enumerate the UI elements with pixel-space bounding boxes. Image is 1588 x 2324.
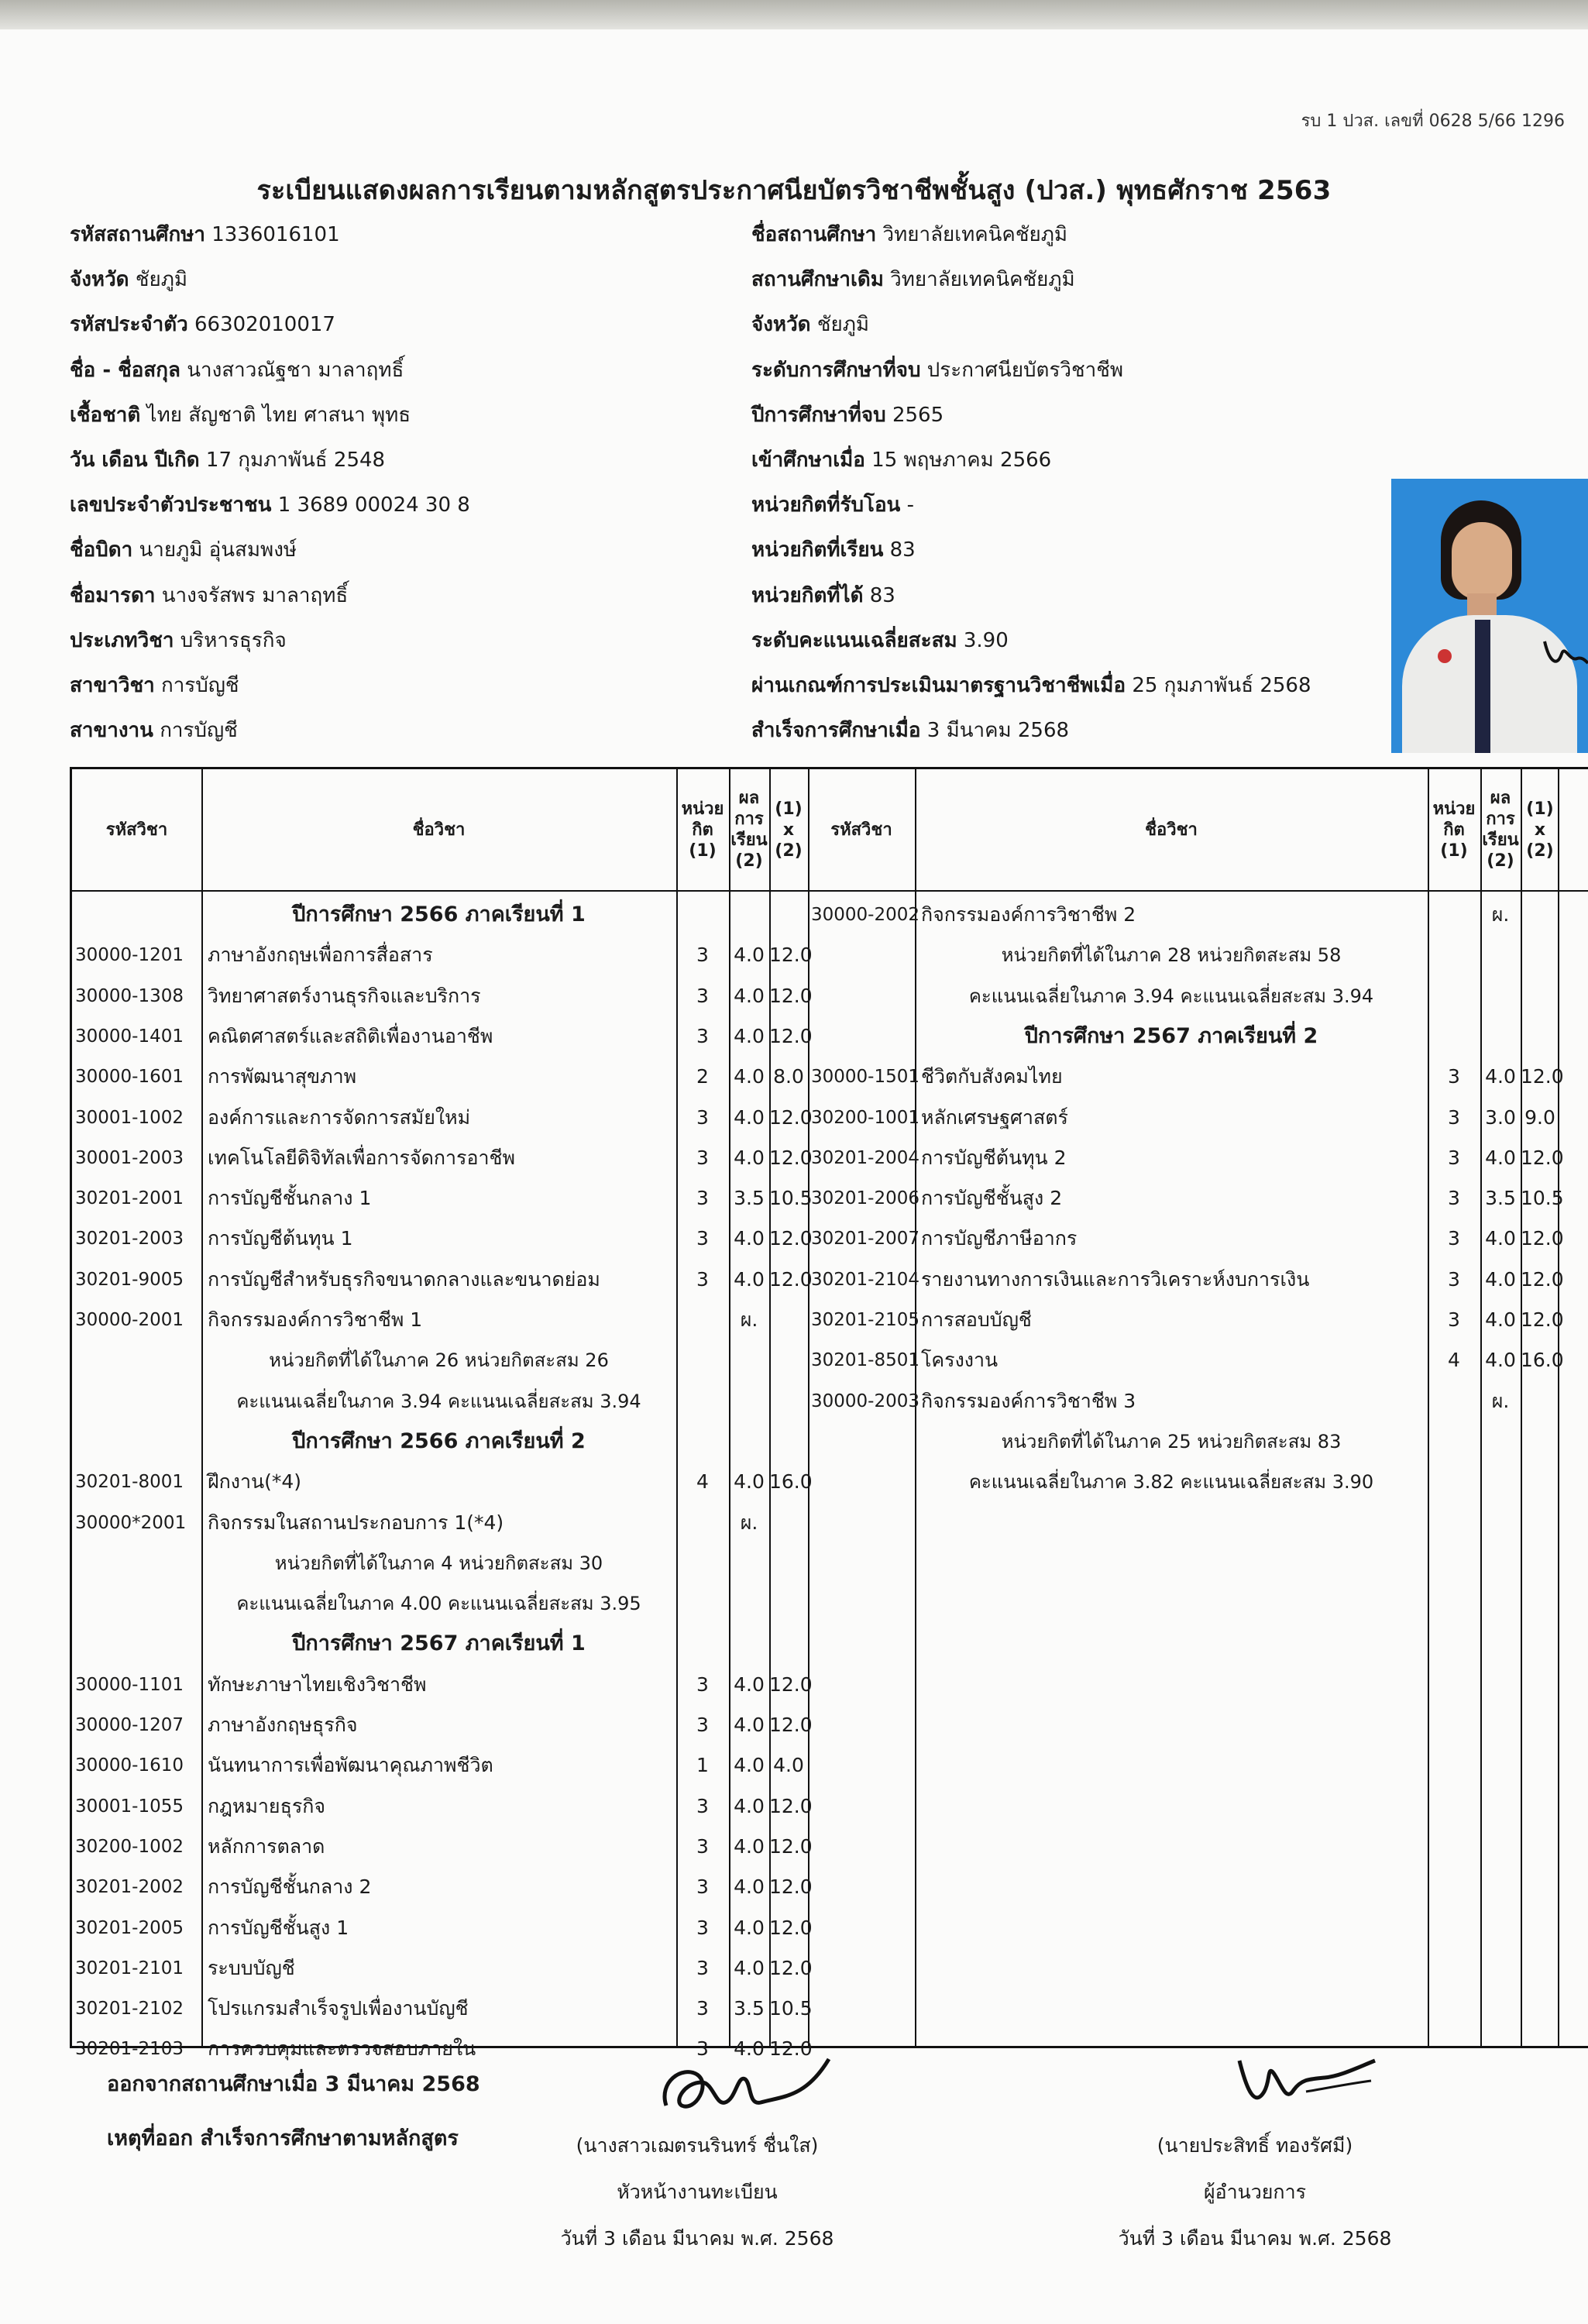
course-grade: 4.0 [1485, 1267, 1516, 1291]
course-credit: 3 [696, 1714, 709, 1736]
course-credit: 3 [696, 944, 709, 967]
student-info-right [751, 212, 1311, 753]
semester-heading: ปีการศึกษา 2566 ภาคเรียนที่ 1 [292, 902, 586, 927]
course-code: 30200-1002 [75, 1836, 184, 1857]
course-code: 30201-2101 [75, 1958, 184, 1978]
course-name: การบัญชีภาษีอากร [921, 1227, 1078, 1250]
info-row [751, 302, 1311, 347]
course-points: 12.0 [769, 1794, 813, 1817]
course-code: 30000-1207 [75, 1715, 184, 1735]
course-code: 30000-2003 [811, 1391, 919, 1411]
course-points: 12.0 [1521, 1227, 1564, 1250]
course-code: 30001-2003 [75, 1147, 184, 1168]
info-value: - [906, 493, 914, 517]
course-code: 30001-1055 [75, 1796, 184, 1817]
course-code: 30201-2002 [75, 1877, 184, 1898]
grades-table [70, 767, 1588, 2061]
course-code: 30201-2003 [75, 1229, 184, 1250]
course-points: 12.0 [769, 1956, 813, 1979]
info-label: สาขาวิชา [70, 673, 155, 697]
registrar-title: หัวหน้างานทะเบียน [617, 2181, 778, 2203]
info-label: ระดับการศึกษาที่จบ [751, 358, 921, 382]
semester-summary: หน่วยกิตที่ได้ในภาค 26 หน่วยกิตสะสม 26 [269, 1349, 609, 1372]
course-code: 30201-2005 [75, 1917, 184, 1938]
course-name: โครงงาน [921, 1349, 999, 1372]
course-points: 8.0 [773, 1065, 804, 1088]
info-row [70, 257, 470, 302]
course-credit: 3 [696, 1673, 709, 1696]
info-label: หน่วยกิตที่เรียน [751, 538, 884, 562]
course-grade: 4.0 [734, 1714, 765, 1736]
semester-summary: คะแนนเฉลี่ยในภาค 4.00 คะแนนเฉลี่ยสะสม 3.95 [236, 1593, 641, 1615]
course-code: 30201-2102 [75, 1999, 184, 2020]
info-label: จังหวัด [751, 313, 811, 337]
info-value: 15 พฤษภาคม 2566 [871, 448, 1052, 472]
course-name: การบัญชีชั้นสูง 1 [208, 1916, 349, 1939]
course-grade: ผ. [1491, 903, 1510, 926]
course-points: 12.0 [769, 1714, 813, 1736]
course-points: 12.0 [769, 1105, 813, 1129]
info-value: 1 3689 00024 30 8 [277, 493, 470, 517]
info-row [751, 438, 1311, 483]
course-name: หลักเศรษฐศาสตร์ [921, 1105, 1068, 1129]
info-value: วิทยาลัยเทคนิคชัยภูมิ [882, 223, 1067, 246]
info-label: รหัสสถานศึกษา [70, 223, 205, 246]
course-credit: 3 [696, 1916, 709, 1939]
info-row [751, 212, 1311, 257]
info-value: นางสาวณัฐชา มาลาฤทธิ์ [187, 358, 404, 382]
course-points: 4.0 [773, 1754, 804, 1777]
info-label: เข้าศึกษาเมื่อ [751, 448, 865, 472]
course-credit: 3 [1448, 1065, 1460, 1088]
info-row [751, 663, 1311, 708]
course-credit: 3 [696, 1875, 709, 1899]
student-photo [1391, 479, 1588, 753]
course-grade: 4.0 [734, 1267, 765, 1291]
course-points: 12.0 [1521, 1308, 1564, 1331]
course-points: 12.0 [769, 984, 813, 1007]
semester-summary: คะแนนเฉลี่ยในภาค 3.94 คะแนนเฉลี่ยสะสม 3.94 [236, 1390, 641, 1412]
course-grade: ผ. [1491, 1389, 1510, 1412]
info-value: นายภูมิ อุ่นสมพงษ์ [139, 538, 297, 562]
course-credit: 3 [696, 1024, 709, 1047]
scan-top-edge [0, 0, 1588, 31]
info-row [751, 528, 1311, 572]
course-credit: 3 [696, 1267, 709, 1291]
info-row [751, 708, 1311, 753]
header-code-left: รหัสวิชา [105, 820, 168, 840]
course-code: 30201-2004 [811, 1147, 919, 1168]
header-product-right: (1) x (2) [1526, 799, 1554, 861]
info-row [70, 663, 470, 708]
exit-reason: เหตุที่ออก สำเร็จการศึกษาตามหลักสูตร [107, 2126, 459, 2150]
info-label: ชื่อ - ชื่อสกุล [70, 358, 180, 382]
info-value: นางจรัสพร มาลาฤทธิ์ [161, 583, 349, 607]
course-grade: 4.0 [1485, 1308, 1516, 1331]
info-row [70, 212, 470, 257]
course-grade: 4.0 [734, 1105, 765, 1129]
course-points: 12.0 [769, 1227, 813, 1250]
course-grade: 4.0 [1485, 1065, 1516, 1088]
course-code: 30000-1501 [811, 1067, 919, 1088]
course-points: 12.0 [1521, 1267, 1564, 1291]
course-code: 30201-2007 [811, 1229, 919, 1250]
info-label: จังหวัด [70, 268, 129, 292]
course-grade: 3.5 [734, 1187, 765, 1210]
course-grade: 3.0 [1485, 1105, 1516, 1129]
course-grade: 4.0 [734, 1024, 765, 1047]
course-credit: 3 [696, 1834, 709, 1858]
course-name: วิทยาศาสตร์งานธุรกิจและบริการ [208, 984, 481, 1007]
course-points [1521, 895, 1559, 935]
info-label: รหัสประจำตัว [70, 313, 188, 337]
course-credit: 3 [1448, 1146, 1460, 1169]
info-row [70, 528, 470, 572]
course-name: กิจกรรมองค์การวิชาชีพ 2 [921, 903, 1136, 926]
course-grade: 4.0 [734, 2037, 765, 2061]
info-value: ประกาศนียบัตรวิชาชีพ [926, 358, 1124, 382]
document-number: รบ 1 ปวส. เลขที่ 0628 5/66 1296 [1301, 112, 1565, 131]
course-credit: 3 [696, 1146, 709, 1169]
course-credit: 3 [1448, 1105, 1460, 1129]
course-credit [676, 1300, 729, 1340]
course-points: 12.0 [769, 1146, 813, 1169]
course-grade: 4.0 [734, 944, 765, 967]
course-code: 30200-1001 [811, 1107, 919, 1128]
info-label: ผ่านเกณฑ์การประเมินมาตรฐานวิชาชีพเมื่อ [751, 673, 1126, 697]
info-value: การบัญชี [160, 719, 238, 743]
course-credit: 3 [696, 984, 709, 1007]
registrar-name: (นางสาวเฌตรนรินทร์ ชื่นใส) [576, 2134, 819, 2157]
header-name-left: ชื่อวิชา [412, 820, 466, 840]
info-label: ชื่อบิดา [70, 538, 133, 562]
semester-summary: หน่วยกิตที่ได้ในภาค 4 หน่วยกิตสะสม 30 [274, 1552, 603, 1574]
info-row [751, 257, 1311, 302]
student-info-left [70, 212, 470, 753]
course-code: 30201-8501 [811, 1350, 919, 1371]
director-signature [1216, 2045, 1387, 2123]
course-grade: 4.0 [734, 1065, 765, 1088]
info-value: 2565 [892, 403, 944, 427]
header-name-right: ชื่อวิชา [1145, 820, 1198, 840]
info-label: วัน เดือน ปีเกิด [70, 448, 200, 472]
registrar-block [480, 2123, 914, 2262]
course-code: 30001-1002 [75, 1107, 184, 1128]
info-row [751, 618, 1311, 663]
course-code: 30000-1101 [75, 1674, 184, 1695]
header-code-right: รหัสวิชา [830, 820, 892, 840]
course-name: หลักการตลาด [208, 1834, 325, 1858]
course-grade: 4.0 [734, 1470, 765, 1494]
course-points: 12.0 [769, 1267, 813, 1291]
course-credit [676, 1503, 729, 1543]
info-value: ไทย สัญชาติ ไทย ศาสนา พุทธ [146, 403, 411, 427]
course-grade: 4.0 [734, 1754, 765, 1777]
info-value: 3 มีนาคม 2568 [926, 719, 1070, 743]
course-grade: 4.0 [734, 1794, 765, 1817]
course-grade: 4.0 [734, 1956, 765, 1979]
course-points [1521, 1381, 1559, 1422]
course-credit: 3 [696, 1227, 709, 1250]
course-code: 30201-2001 [75, 1188, 184, 1209]
course-name: กฎหมายธุรกิจ [208, 1794, 326, 1817]
course-points: 12.0 [769, 1673, 813, 1696]
course-name: คณิตศาสตร์และสถิติเพื่องานอาชีพ [208, 1024, 493, 1047]
course-code: 30000-1401 [75, 1026, 184, 1047]
course-name: ชีวิตกับสังคมไทย [921, 1065, 1063, 1088]
info-value: การบัญชี [160, 673, 239, 697]
course-points: 12.0 [769, 1834, 813, 1858]
info-label: ชื่อมารดา [70, 583, 156, 607]
course-credit: 3 [1448, 1227, 1460, 1250]
course-name: นันทนาการเพื่อพัฒนาคุณภาพชีวิต [208, 1754, 493, 1777]
header-credit-right: หน่วย กิต (1) [1432, 799, 1476, 861]
course-name: การบัญชีชั้นกลาง 1 [208, 1187, 372, 1210]
info-row [751, 393, 1311, 438]
course-credit: 4 [696, 1470, 709, 1494]
header-product-left: (1) x (2) [775, 799, 803, 861]
course-grade: 4.0 [734, 984, 765, 1007]
course-points [769, 1503, 808, 1543]
header-grade-right: ผล การ เรียน (2) [1482, 789, 1519, 871]
info-label: เชื้อชาติ [70, 403, 141, 427]
info-row [70, 573, 470, 618]
director-title: ผู้อำนวยการ [1203, 2181, 1307, 2203]
info-value: 17 กุมภาพันธ์ 2548 [205, 448, 386, 472]
course-credit: 3 [696, 1105, 709, 1129]
course-points: 12.0 [1521, 1065, 1564, 1088]
course-credit: 3 [1448, 1187, 1460, 1210]
course-name: เทคโนโลยีดิจิทัลเพื่อการจัดการอาชีพ [208, 1146, 515, 1169]
info-value: ชัยภูมิ [135, 268, 187, 292]
photo-signature-mark [1538, 631, 1588, 677]
course-name: กิจกรรมในสถานประกอบการ 1(*4) [208, 1511, 504, 1534]
info-row [70, 618, 470, 663]
course-points: 9.0 [1524, 1105, 1555, 1129]
course-code: 30000-1201 [75, 945, 184, 966]
director-name: (นายประสิทธิ์ ทองรัศมี) [1157, 2134, 1353, 2157]
semester-summary: หน่วยกิตที่ได้ในภาค 25 หน่วยกิตสะสม 83 [1001, 1430, 1342, 1452]
course-points: 12.0 [1521, 1146, 1564, 1169]
info-row [751, 573, 1311, 618]
info-value: วิทยาลัยเทคนิคชัยภูมิ [890, 268, 1075, 292]
course-grade: 4.0 [1485, 1146, 1516, 1169]
course-code: 30000*2001 [75, 1512, 187, 1533]
course-name: การบัญชีชั้นสูง 2 [921, 1187, 1063, 1210]
info-value: 1336016101 [211, 223, 340, 246]
course-points: 10.5 [769, 1187, 813, 1210]
info-label: เลขประจำตัวประชาชน [70, 493, 272, 517]
course-grade: 4.0 [734, 1673, 765, 1696]
semester-summary: คะแนนเฉลี่ยในภาค 3.94 คะแนนเฉลี่ยสะสม 3.94 [968, 985, 1374, 1007]
course-name: การบัญชีต้นทุน 2 [921, 1146, 1067, 1169]
course-name: การบัญชีต้นทุน 1 [208, 1227, 353, 1250]
info-row [70, 438, 470, 483]
header-grade-left: ผล การ เรียน (2) [730, 789, 768, 871]
course-code: 30201-2105 [811, 1310, 919, 1330]
info-value: 83 [889, 538, 916, 562]
course-code: 30201-2103 [75, 2039, 184, 2060]
course-grade: 4.0 [734, 1146, 765, 1169]
course-code: 30000-2002 [811, 905, 919, 925]
info-label: ระดับคะแนนเฉลี่ยสะสม [751, 628, 957, 652]
course-code: 30000-1308 [75, 985, 184, 1006]
course-points: 12.0 [769, 2037, 813, 2061]
course-grade: 4.0 [734, 1875, 765, 1899]
info-row [751, 483, 1311, 528]
course-name: การควบคุมและตรวจสอบภายใน [208, 2037, 476, 2061]
course-code: 30201-8001 [75, 1472, 184, 1493]
semester-heading: ปีการศึกษา 2567 ภาคเรียนที่ 1 [292, 1631, 586, 1656]
course-points: 10.5 [1521, 1187, 1564, 1210]
course-name: โปรแกรมสำเร็จรูปเพื่องานบัญชี [208, 1997, 469, 2020]
info-value: 25 กุมภาพันธ์ 2568 [1132, 673, 1311, 697]
course-grade: 4.0 [734, 1916, 765, 1939]
info-row [70, 348, 470, 393]
director-date: วันที่ 3 เดือน มีนาคม พ.ศ. 2568 [1118, 2227, 1392, 2250]
course-points [769, 1300, 808, 1340]
semester-heading: ปีการศึกษา 2566 ภาคเรียนที่ 2 [292, 1428, 586, 1453]
course-grade: 3.5 [734, 1997, 765, 2020]
course-code: 30201-9005 [75, 1269, 184, 1290]
course-name: กิจกรรมองค์การวิชาชีพ 1 [208, 1308, 423, 1331]
course-points: 10.5 [769, 1997, 813, 2020]
course-credit: 3 [1448, 1267, 1460, 1291]
course-credit [1428, 895, 1480, 935]
course-credit: 2 [696, 1065, 709, 1088]
course-grade: 4.0 [734, 1834, 765, 1858]
info-value: 3.90 [963, 628, 1009, 652]
course-grade: 4.0 [734, 1227, 765, 1250]
course-credit: 3 [1448, 1308, 1460, 1331]
course-points: 12.0 [769, 944, 813, 967]
registrar-date: วันที่ 3 เดือน มีนาคม พ.ศ. 2568 [560, 2227, 834, 2250]
semester-summary: คะแนนเฉลี่ยในภาค 3.82 คะแนนเฉลี่ยสะสม 3.90 [968, 1471, 1374, 1494]
course-credit: 3 [696, 1997, 709, 2020]
course-name: ระบบบัญชี [208, 1956, 295, 1979]
course-grade: ผ. [740, 1511, 758, 1534]
info-row [70, 708, 470, 753]
course-name: ภาษาอังกฤษเพื่อการสื่อสาร [208, 944, 433, 967]
course-name: กิจกรรมองค์การวิชาชีพ 3 [921, 1389, 1136, 1412]
course-name: ฝึกงาน(*4) [208, 1470, 302, 1494]
info-label: ประเภทวิชา [70, 628, 174, 652]
course-credit: 1 [696, 1754, 709, 1777]
exit-date: ออกจากสถานศึกษาเมื่อ 3 มีนาคม 2568 [107, 2072, 480, 2096]
course-code: 30000-1601 [75, 1067, 184, 1088]
course-points: 12.0 [769, 1916, 813, 1939]
course-name: การสอบบัญชี [921, 1308, 1032, 1331]
info-label: สำเร็จการศึกษาเมื่อ [751, 719, 921, 743]
semester-summary: หน่วยกิตที่ได้ในภาค 28 หน่วยกิตสะสม 58 [1001, 944, 1342, 967]
info-label: ชื่อสถานศึกษา [751, 223, 877, 246]
header-credit-left: หน่วย กิต (1) [681, 799, 724, 861]
info-value: ชัยภูมิ [816, 313, 869, 337]
info-value: บริหารธุรกิจ [180, 628, 287, 652]
course-credit: 3 [696, 2037, 709, 2061]
info-label: หน่วยกิตที่ได้ [751, 583, 864, 607]
course-code: 30000-2001 [75, 1310, 184, 1330]
info-label: สถานศึกษาเดิม [751, 268, 884, 292]
info-row [70, 393, 470, 438]
course-points: 16.0 [769, 1470, 813, 1494]
course-name: การบัญชีสำหรับธุรกิจขนาดกลางและขนาดย่อม [208, 1267, 600, 1291]
course-code: 30201-2104 [811, 1269, 919, 1290]
course-points: 16.0 [1521, 1349, 1564, 1372]
director-block [1038, 2123, 1472, 2262]
semester-heading: ปีการศึกษา 2567 ภาคเรียนที่ 2 [1024, 1023, 1318, 1048]
course-code: 30201-2006 [811, 1188, 919, 1209]
course-points: 12.0 [769, 1024, 813, 1047]
course-name: ทักษะภาษาไทยเชิงวิชาชีพ [208, 1673, 427, 1696]
course-name: รายงานทางการเงินและการวิเคราะห์งบการเงิน [921, 1267, 1310, 1291]
course-credit: 4 [1448, 1349, 1460, 1372]
info-row [751, 348, 1311, 393]
course-grade: 4.0 [1485, 1349, 1516, 1372]
course-grade: ผ. [740, 1308, 758, 1331]
course-credit [1428, 1381, 1480, 1422]
course-points: 12.0 [769, 1875, 813, 1899]
course-code: 30000-1610 [75, 1755, 184, 1776]
info-value: 83 [869, 583, 895, 607]
info-label: สาขางาน [70, 719, 153, 743]
course-grade: 3.5 [1485, 1187, 1516, 1210]
info-label: ปีการศึกษาที่จบ [751, 403, 886, 427]
document-title: ระเบียนแสดงผลการเรียนตามหลักสูตรประกาศนียบัตรวิชาชีพชั้นสูง (ปวส.) พุทธศักราช 2563 [256, 175, 1332, 206]
course-credit: 3 [696, 1956, 709, 1979]
registrar-signature [651, 2051, 837, 2129]
course-name: การบัญชีชั้นกลาง 2 [208, 1875, 372, 1899]
info-row [70, 483, 470, 528]
course-credit: 3 [696, 1794, 709, 1817]
course-name: การพัฒนาสุขภาพ [208, 1065, 357, 1088]
info-value: 66302010017 [194, 313, 335, 337]
course-name: องค์การและการจัดการสมัยใหม่ [208, 1105, 471, 1129]
course-credit: 3 [696, 1187, 709, 1210]
info-row [70, 302, 470, 347]
course-name: ภาษาอังกฤษธุรกิจ [208, 1714, 358, 1736]
info-label: หน่วยกิตที่รับโอน [751, 493, 901, 517]
course-grade: 4.0 [1485, 1227, 1516, 1250]
